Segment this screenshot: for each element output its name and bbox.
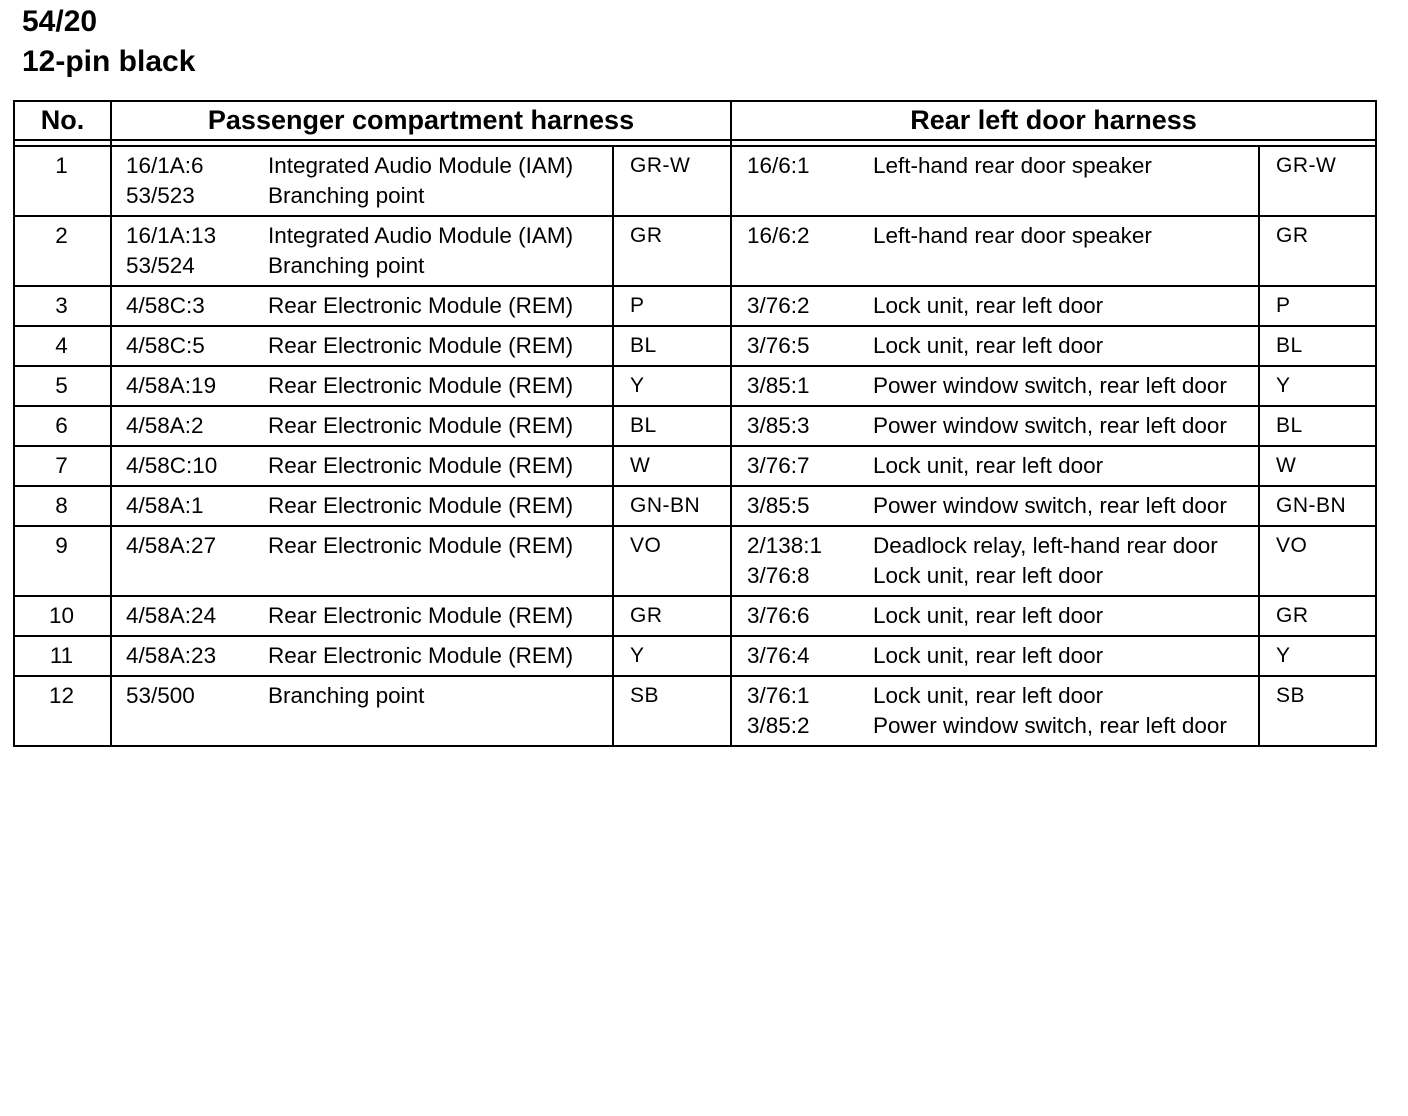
passenger-harness-entries — [111, 446, 613, 486]
terminal-code: 4/58A:1 — [126, 493, 204, 518]
harness-entry — [732, 151, 1258, 181]
terminal-code: 3/85:1 — [747, 373, 810, 398]
passenger-harness-entries — [111, 486, 613, 526]
table-row — [14, 446, 1376, 486]
door-harness-entries — [731, 636, 1259, 676]
door-wire-color: BL — [1259, 406, 1376, 446]
harness-entry — [112, 151, 612, 181]
harness-entry — [112, 221, 612, 251]
door-harness-entries — [731, 216, 1259, 286]
harness-entry — [732, 561, 1258, 591]
passenger-wire-color: BL — [613, 326, 731, 366]
terminal-code: 4/58C:10 — [126, 453, 218, 478]
table-row — [14, 326, 1376, 366]
door-wire-color: GR — [1259, 216, 1376, 286]
header-pin-number: No. — [14, 101, 111, 140]
passenger-harness-entries — [111, 526, 613, 596]
terminal-code: 2/138:1 — [747, 533, 823, 558]
passenger-harness-entries — [111, 216, 613, 286]
terminal-code: 4/58A:27 — [126, 533, 217, 558]
door-harness-entries — [731, 676, 1259, 746]
pin-number: 6 — [14, 406, 111, 446]
terminal-code: 4/58C:3 — [126, 293, 205, 318]
terminal-code: 3/76:7 — [747, 453, 810, 478]
component-description: Rear Electronic Module (REM) — [268, 293, 574, 318]
component-description: Rear Electronic Module (REM) — [268, 533, 574, 558]
passenger-wire-color: SB — [613, 676, 731, 746]
harness-entry — [732, 221, 1258, 251]
harness-entry — [732, 291, 1258, 321]
component-description: Lock unit, rear left door — [873, 603, 1104, 628]
component-description: Lock unit, rear left door — [873, 333, 1104, 358]
door-harness-entries — [731, 326, 1259, 366]
terminal-code: 3/76:1 — [747, 683, 810, 708]
passenger-harness-entries — [111, 286, 613, 326]
component-description: Rear Electronic Module (REM) — [268, 453, 574, 478]
component-description: Lock unit, rear left door — [873, 563, 1104, 588]
terminal-code: 3/85:5 — [747, 493, 810, 518]
passenger-harness-entries — [111, 636, 613, 676]
terminal-code: 3/76:4 — [747, 643, 810, 668]
passenger-wire-color: BL — [613, 406, 731, 446]
harness-entry — [112, 411, 612, 441]
component-description: Rear Electronic Module (REM) — [268, 603, 574, 628]
door-harness-entries — [731, 446, 1259, 486]
passenger-wire-color: W — [613, 446, 731, 486]
component-description: Left-hand rear door speaker — [873, 223, 1152, 248]
component-description: Power window switch, rear left door — [873, 713, 1227, 738]
terminal-code: 16/1A:6 — [126, 153, 204, 178]
harness-entry — [732, 711, 1258, 741]
door-wire-color: VO — [1259, 526, 1376, 596]
pin-number: 9 — [14, 526, 111, 596]
component-description: Branching point — [268, 683, 425, 708]
door-wire-color: Y — [1259, 636, 1376, 676]
pin-number: 11 — [14, 636, 111, 676]
passenger-wire-color: P — [613, 286, 731, 326]
harness-entry — [112, 491, 612, 521]
door-wire-color: W — [1259, 446, 1376, 486]
harness-entry — [112, 181, 612, 211]
door-wire-color: BL — [1259, 326, 1376, 366]
table-row — [14, 526, 1376, 596]
passenger-harness-entries — [111, 406, 613, 446]
harness-entry — [732, 491, 1258, 521]
component-description: Rear Electronic Module (REM) — [268, 643, 574, 668]
passenger-wire-color: GR-W — [613, 146, 731, 216]
terminal-code: 16/6:2 — [747, 223, 810, 248]
door-wire-color: GN-BN — [1259, 486, 1376, 526]
harness-entry — [732, 451, 1258, 481]
table-body — [14, 146, 1376, 746]
passenger-wire-color: GN-BN — [613, 486, 731, 526]
component-description: Deadlock relay, left-hand rear door — [873, 533, 1218, 558]
terminal-code: 3/76:6 — [747, 603, 810, 628]
component-description: Branching point — [268, 253, 425, 278]
terminal-code: 4/58A:23 — [126, 643, 217, 668]
terminal-code: 4/58A:19 — [126, 373, 217, 398]
harness-entry — [732, 531, 1258, 561]
pin-number: 7 — [14, 446, 111, 486]
harness-entry — [732, 641, 1258, 671]
component-description: Integrated Audio Module (IAM) — [268, 223, 574, 248]
passenger-harness-entries — [111, 146, 613, 216]
harness-entry — [732, 411, 1258, 441]
passenger-wire-color: Y — [613, 636, 731, 676]
harness-entry — [112, 291, 612, 321]
component-description: Left-hand rear door speaker — [873, 153, 1152, 178]
header-rear-left-door-harness: Rear left door harness — [731, 101, 1376, 140]
table-row — [14, 596, 1376, 636]
harness-entry — [732, 681, 1258, 711]
component-description: Rear Electronic Module (REM) — [268, 373, 574, 398]
passenger-harness-entries — [111, 366, 613, 406]
component-description: Power window switch, rear left door — [873, 493, 1227, 518]
harness-entry — [112, 531, 612, 561]
terminal-code: 3/85:3 — [747, 413, 810, 438]
component-description: Rear Electronic Module (REM) — [268, 413, 574, 438]
terminal-code: 53/523 — [126, 183, 195, 208]
pin-number: 3 — [14, 286, 111, 326]
component-description: Rear Electronic Module (REM) — [268, 493, 574, 518]
terminal-code: 3/85:2 — [747, 713, 810, 738]
pin-number: 1 — [14, 146, 111, 216]
door-wire-color: Y — [1259, 366, 1376, 406]
passenger-wire-color: Y — [613, 366, 731, 406]
door-harness-entries — [731, 596, 1259, 636]
door-harness-entries — [731, 286, 1259, 326]
passenger-wire-color: GR — [613, 596, 731, 636]
table-header — [14, 101, 1376, 146]
door-harness-entries — [731, 146, 1259, 216]
table-row — [14, 146, 1376, 216]
passenger-harness-entries — [111, 676, 613, 746]
harness-entry — [112, 251, 612, 281]
pin-number: 4 — [14, 326, 111, 366]
harness-entry — [112, 371, 612, 401]
connector-description-title: 12-pin black — [22, 45, 196, 78]
pin-number: 12 — [14, 676, 111, 746]
component-description: Branching point — [268, 183, 425, 208]
passenger-harness-entries — [111, 596, 613, 636]
table-row — [14, 366, 1376, 406]
pin-number: 8 — [14, 486, 111, 526]
component-description: Rear Electronic Module (REM) — [268, 333, 574, 358]
table-row — [14, 676, 1376, 746]
table-row — [14, 486, 1376, 526]
table-row — [14, 636, 1376, 676]
table-row — [14, 286, 1376, 326]
component-description: Power window switch, rear left door — [873, 373, 1227, 398]
door-wire-color: GR — [1259, 596, 1376, 636]
terminal-code: 4/58C:5 — [126, 333, 205, 358]
terminal-code: 53/500 — [126, 683, 195, 708]
header-passenger-harness: Passenger compartment harness — [111, 101, 731, 140]
terminal-code: 16/6:1 — [747, 153, 810, 178]
table-row — [14, 406, 1376, 446]
door-wire-color: SB — [1259, 676, 1376, 746]
door-harness-entries — [731, 406, 1259, 446]
terminal-code: 3/76:2 — [747, 293, 810, 318]
component-description: Lock unit, rear left door — [873, 453, 1104, 478]
harness-entry — [112, 641, 612, 671]
component-description: Lock unit, rear left door — [873, 293, 1104, 318]
harness-entry — [732, 371, 1258, 401]
door-harness-entries — [731, 526, 1259, 596]
door-wire-color: P — [1259, 286, 1376, 326]
harness-entry — [732, 331, 1258, 361]
door-wire-color: GR-W — [1259, 146, 1376, 216]
harness-entry — [112, 681, 612, 711]
door-harness-entries — [731, 366, 1259, 406]
passenger-harness-entries — [111, 326, 613, 366]
harness-entry — [112, 601, 612, 631]
connector-id-title: 54/20 — [22, 5, 98, 38]
harness-entry — [112, 331, 612, 361]
terminal-code: 16/1A:13 — [126, 223, 217, 248]
terminal-code: 4/58A:24 — [126, 603, 217, 628]
terminal-code: 4/58A:2 — [126, 413, 204, 438]
door-harness-entries — [731, 486, 1259, 526]
harness-entry — [112, 451, 612, 481]
component-description: Integrated Audio Module (IAM) — [268, 153, 574, 178]
passenger-wire-color: VO — [613, 526, 731, 596]
pinout-table — [13, 100, 1377, 747]
terminal-code: 53/524 — [126, 253, 195, 278]
terminal-code: 3/76:5 — [747, 333, 810, 358]
passenger-wire-color: GR — [613, 216, 731, 286]
table-row — [14, 216, 1376, 286]
terminal-code: 3/76:8 — [747, 563, 810, 588]
pin-number: 5 — [14, 366, 111, 406]
pin-number: 2 — [14, 216, 111, 286]
pin-number: 10 — [14, 596, 111, 636]
component-description: Lock unit, rear left door — [873, 683, 1104, 708]
component-description: Power window switch, rear left door — [873, 413, 1227, 438]
component-description: Lock unit, rear left door — [873, 643, 1104, 668]
harness-entry — [732, 601, 1258, 631]
